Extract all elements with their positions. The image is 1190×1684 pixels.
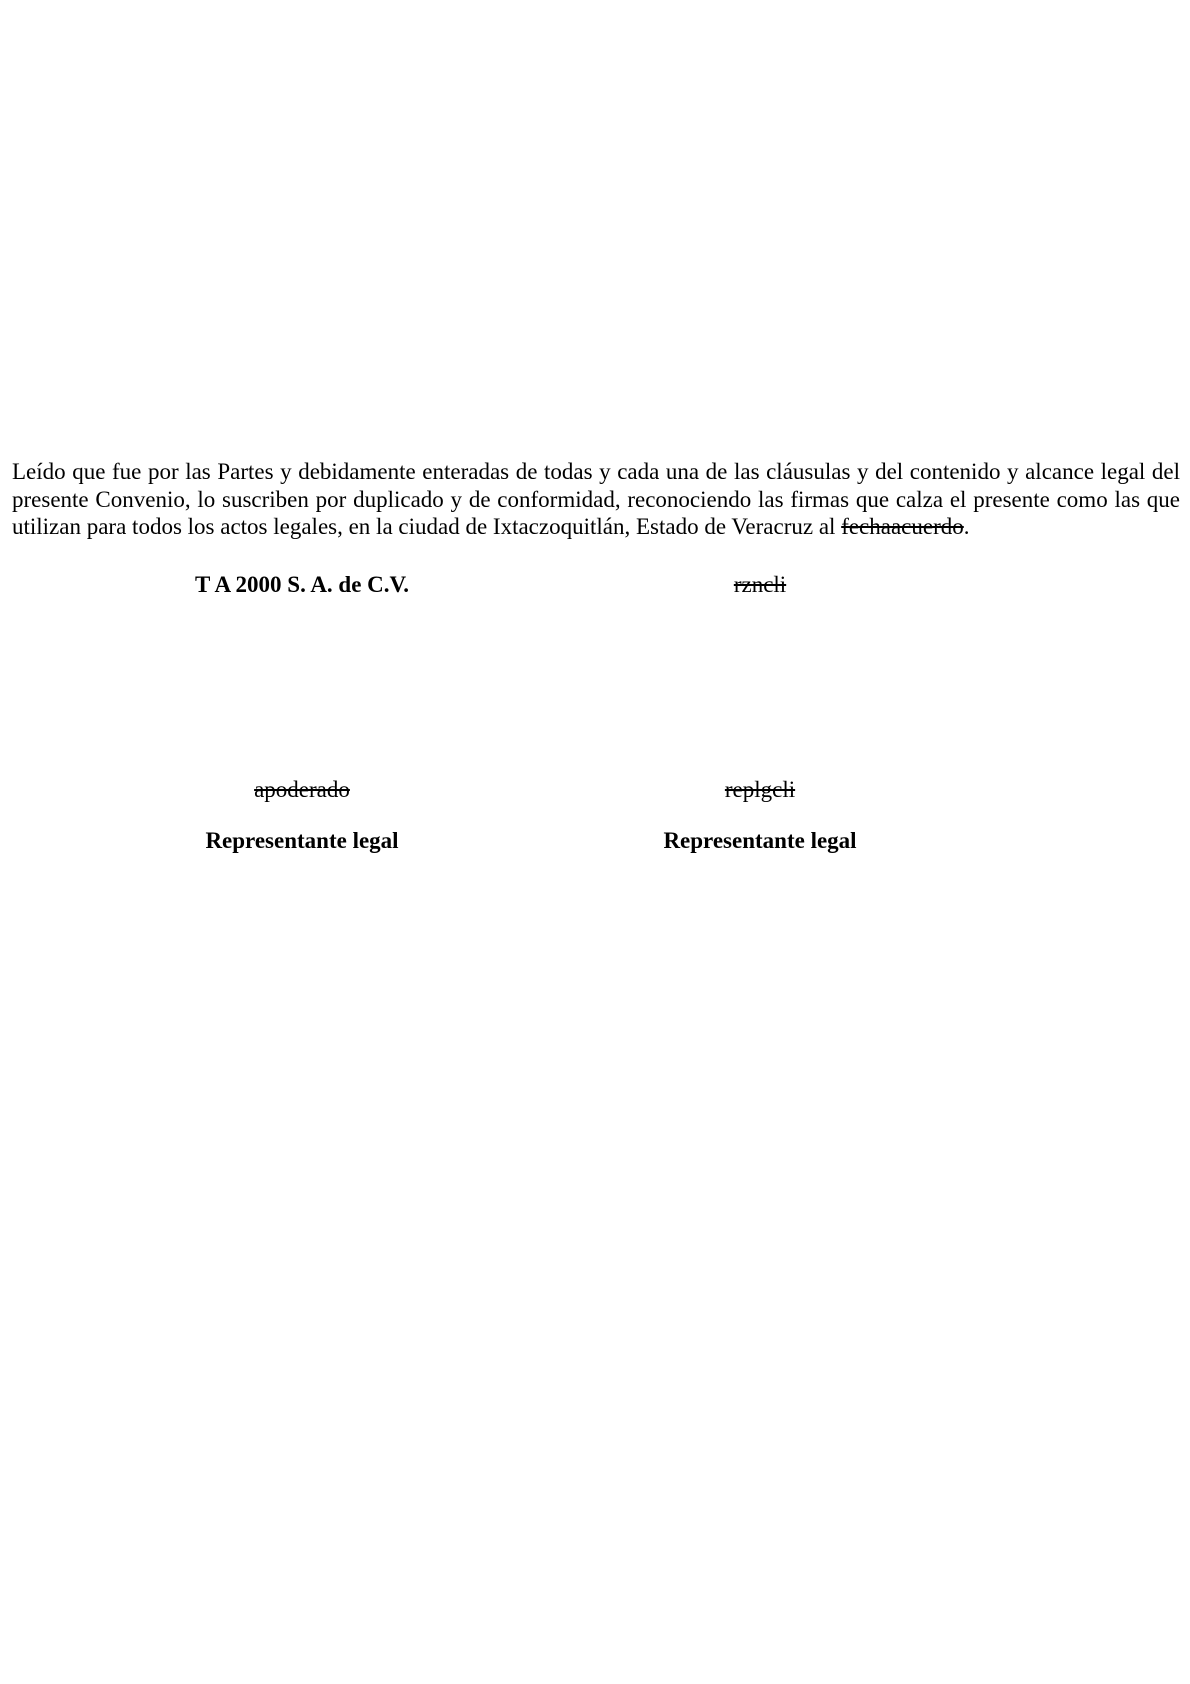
right-signatory-placeholder: replgcli: [724, 777, 796, 802]
right-signatory-role: Representante legal: [663, 828, 857, 853]
date-placeholder: fechaacuerdo: [841, 514, 964, 539]
left-signatory-placeholder: apoderado: [254, 777, 350, 802]
left-signatory-role: Representante legal: [205, 828, 399, 853]
left-company-name: T A 2000 S. A. de C.V.: [195, 572, 409, 597]
closing-paragraph: [12, 458, 1180, 541]
closing-text: Leído que fue por las Partes y debidamente enteradas de todas y cada una de las cláusulas y del contenido y alcance legal del presente Convenio, lo suscriben por duplicado y de conformidad, reconociendo las firmas que calza el presente como las que utilizan para todos los actos legales, en la ciudad de Ixtaczoquitlán, Estado de Veracruz al: [12, 459, 1180, 539]
right-company-placeholder: rzncli: [733, 572, 787, 597]
closing-period: .: [963, 514, 970, 539]
